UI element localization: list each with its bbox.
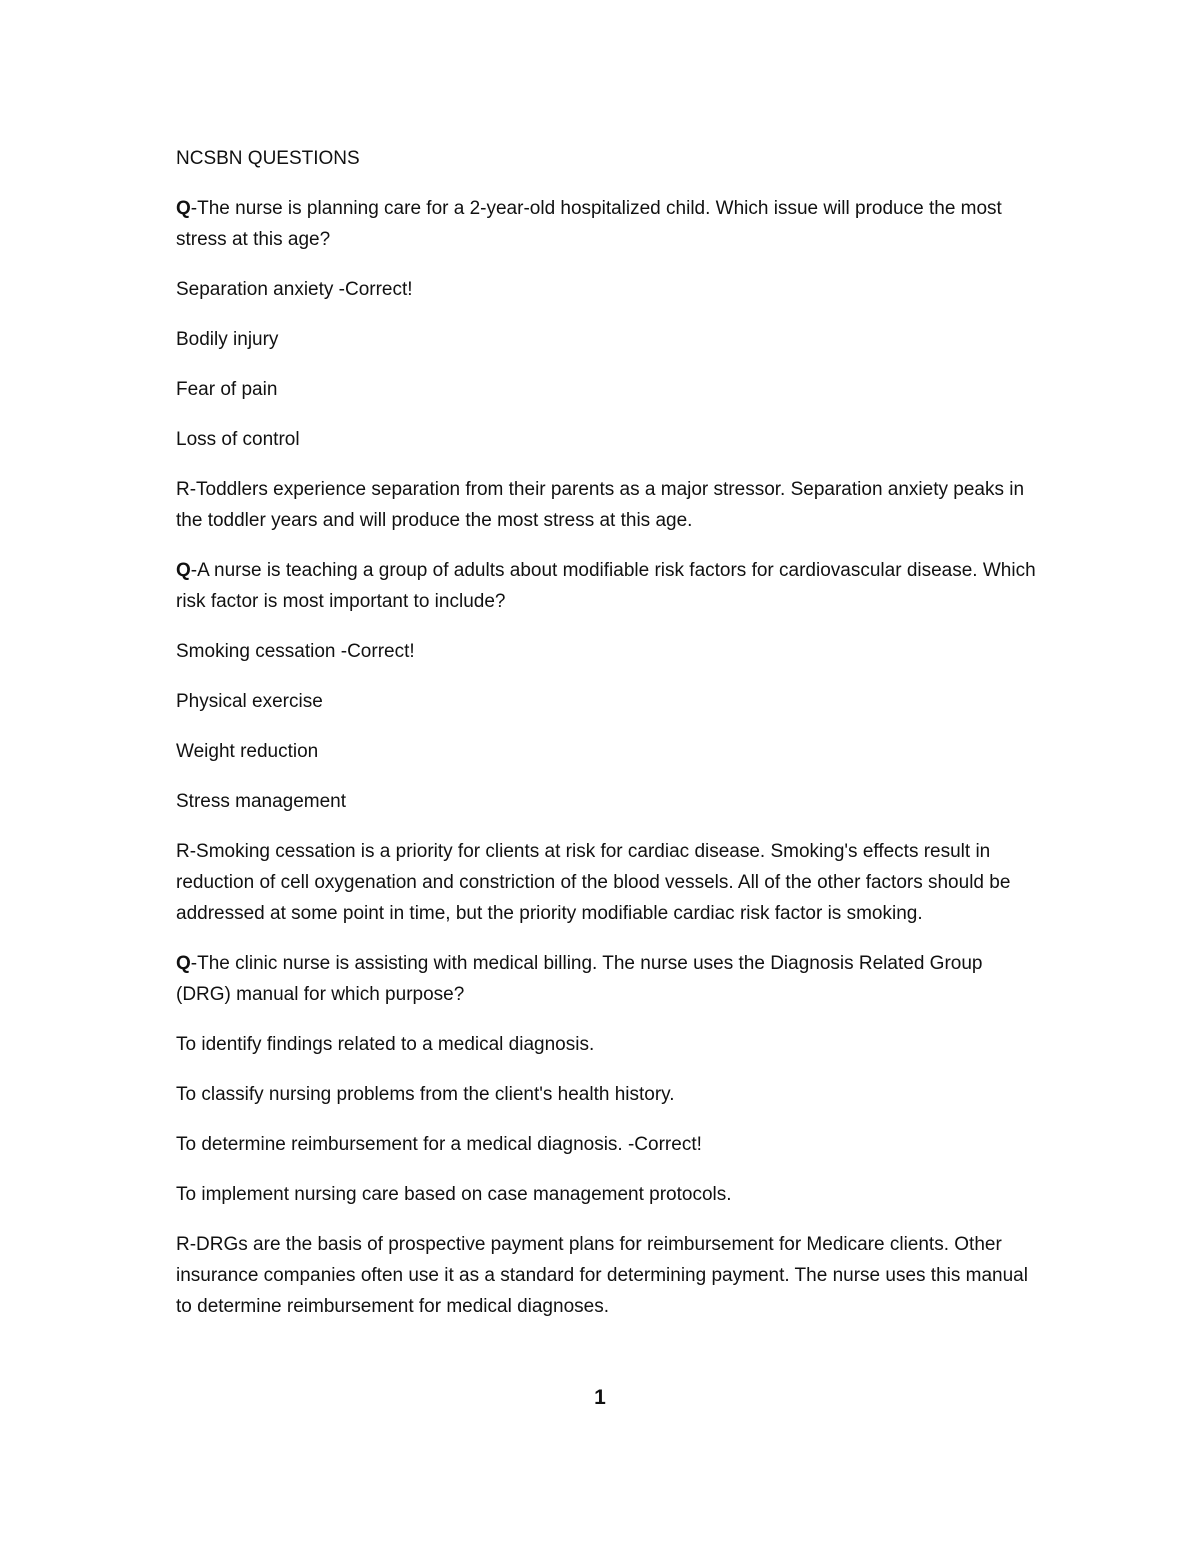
question-2-rationale: R-Smoking cessation is a priority for clients at risk for cardiac disease. Smoking's effects result in reduction of cell oxygenation and constriction of the blood vessels. All of the other factors should be addressed at some point in time, but the priority modifiable cardiac risk factor is smoking. xyxy=(176,841,1011,924)
question-prefix: Q xyxy=(176,198,191,219)
question-text: -A nurse is teaching a group of adults about modifiable risk factors for cardiovascular disease. Which risk factor is most important to include? xyxy=(176,560,1036,612)
question-1-rationale: R-Toddlers experience separation from their parents as a major stressor. Separation anxiety peaks in the toddler years and will produce the most stress at this age. xyxy=(176,479,1025,531)
question-3-option-2: To classify nursing problems from the client's health history. xyxy=(176,1084,675,1105)
question-1-stem xyxy=(176,193,1036,255)
question-1-option-1: Separation anxiety -Correct! xyxy=(176,279,413,300)
question-2-option-4: Stress management xyxy=(176,791,347,812)
question-3-option-1: To identify findings related to a medical diagnosis. xyxy=(176,1034,595,1055)
question-text: -The nurse is planning care for a 2-year-old hospitalized child. Which issue will produce the most stress at this age? xyxy=(176,198,1002,250)
question-3-stem xyxy=(176,948,1036,1010)
question-2-option-1: Smoking cessation -Correct! xyxy=(176,641,415,662)
question-2-option-2: Physical exercise xyxy=(176,691,323,712)
document-body xyxy=(176,143,1036,1341)
question-text: -The clinic nurse is assisting with medical billing. The nurse uses the Diagnosis Related Group (DRG) manual for which purpose? xyxy=(176,953,983,1005)
question-1-option-3: Fear of pain xyxy=(176,379,278,400)
question-1-option-4: Loss of control xyxy=(176,429,300,450)
document-heading: NCSBN QUESTIONS xyxy=(176,148,360,169)
question-3-rationale: R-DRGs are the basis of prospective payment plans for reimbursement for Medicare clients. Other insurance companies often use it as a standard for determining payment. The nurse uses this manual to determine reimbursement for medical diagnoses. xyxy=(176,1234,1028,1317)
question-prefix: Q xyxy=(176,560,191,581)
question-3-option-4: To implement nursing care based on case management protocols. xyxy=(176,1184,732,1205)
question-prefix: Q xyxy=(176,953,191,974)
question-3-option-3: To determine reimbursement for a medical diagnosis. -Correct! xyxy=(176,1134,702,1155)
page-number: 1 xyxy=(594,1386,606,1409)
question-1-option-2: Bodily injury xyxy=(176,329,279,350)
question-2-option-3: Weight reduction xyxy=(176,741,319,762)
question-2-stem xyxy=(176,555,1036,617)
